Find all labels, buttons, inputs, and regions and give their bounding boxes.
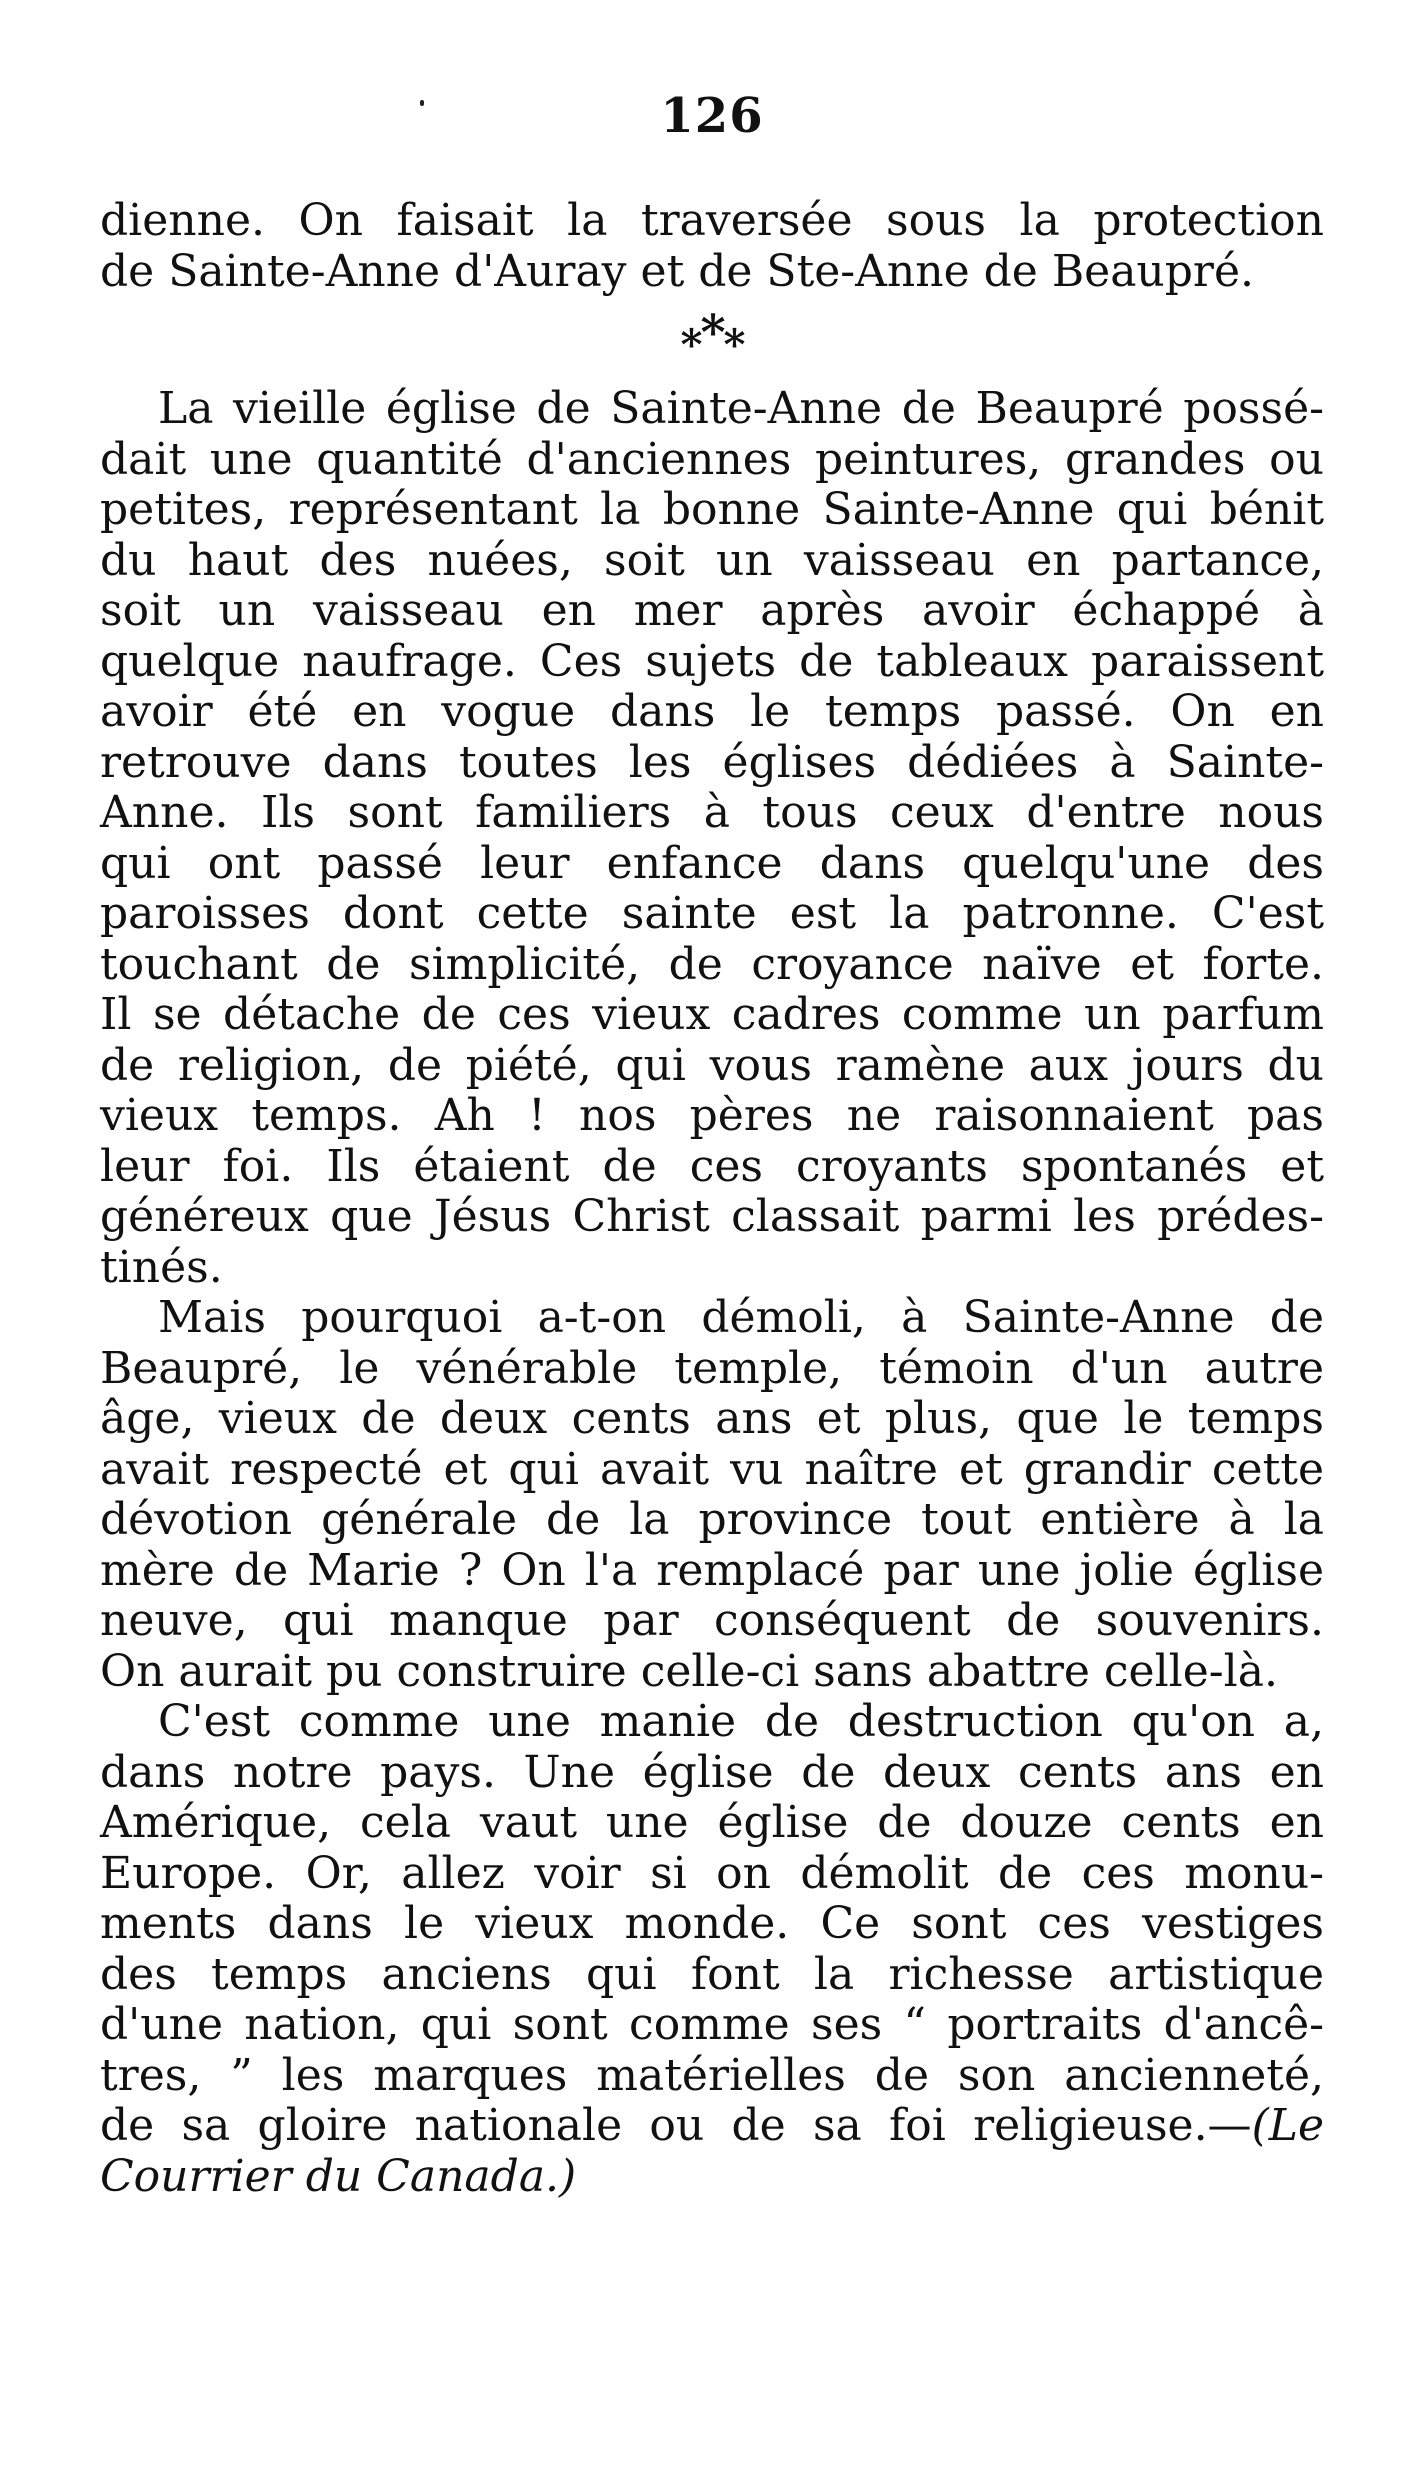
asterisk-right: * (723, 320, 744, 369)
paragraph-1 (100, 384, 1324, 1293)
text-line: d'une nation, qui sont comme ses “ portraits d'ancê- (100, 1999, 1324, 2050)
text-line: de Sainte-Anne d'Auray et de Ste-Anne de Beaupré. (100, 245, 1254, 297)
text-line: quelque naufrage. Ces sujets de tableaux paraissent (100, 635, 1324, 687)
text-line: vieux temps. Ah ! nos pères ne raisonnaient pas (100, 1090, 1324, 1141)
text-line: dait une quantité d'anciennes peintures, grandes ou (100, 433, 1324, 485)
text-line: âge, vieux de deux cents ans et plus, que le temps (100, 1393, 1324, 1444)
text-line: Amérique, cela vaut une église de douze cents en (100, 1797, 1324, 1848)
text-line: neuve, qui manque par conséquent de souvenirs. (100, 1595, 1324, 1646)
asterisk-mid: * (700, 305, 724, 361)
text-line: qui ont passé leur enfance dans quelqu'une des (100, 837, 1324, 889)
text-line: La vieille église de Sainte-Anne de Beaupré possé- (158, 383, 1324, 434)
text-line: paroisses dont cette sainte est la patronne. C'est (100, 888, 1324, 939)
text-line: C'est comme une manie de destruction qu'on a, (158, 1696, 1324, 1747)
text-line: tres, ” les marques matérielles de son ancienneté, (100, 2049, 1324, 2101)
text-line: ments dans le vieux monde. Ce sont ces vestiges (100, 1898, 1324, 1949)
text-line: Europe. Or, allez voir si on démolit de ces monu- (100, 1847, 1324, 1899)
text-line: touchant de simplicité, de croyance naïve et forte. (100, 938, 1324, 990)
paragraph-2 (100, 1293, 1324, 1697)
text-line: dienne. On faisait la traversée sous la protection (100, 195, 1324, 246)
text-line: avait respecté et qui avait vu naître et grandir cette (100, 1443, 1324, 1495)
intro-paragraph (100, 196, 1324, 297)
text-line: dévotion générale de la province tout entière à la (100, 1494, 1324, 1545)
text-line: On aurait pu construire celle-ci sans abattre celle-là. (100, 1645, 1278, 1697)
text-line: petites, représentant la bonne Sainte-Anne qui bénit (100, 484, 1324, 535)
text-line: de religion, de piété, qui vous ramène aux jours du (100, 1039, 1324, 1091)
body-text (100, 384, 1324, 2202)
text-line: leur foi. Ils étaient de ces croyants spontanés et (100, 1140, 1324, 1192)
text-line: généreux que Jésus Christ classait parmi les prédes- (100, 1191, 1324, 1242)
text-line: avoir été en vogue dans le temps passé. On en (100, 686, 1324, 737)
text-line: Beaupré, le vénérable temple, témoin d'un autre (100, 1342, 1324, 1394)
text-line: de sa gloire nationale ou de sa foi religieuse.— (100, 2100, 1252, 2151)
text-line: tinés. (100, 1241, 223, 1293)
text-line: mère de Marie ? On l'a remplacé par une jolie église (100, 1544, 1324, 1596)
citation-start: (Le (1251, 2100, 1324, 2151)
text-line: Mais pourquoi a-t-on démoli, à Sainte-Anne de (158, 1292, 1324, 1343)
citation-source: Courrier du Canada.) (100, 2150, 577, 2202)
text-line: du haut des nuées, soit un vaisseau en partance, (100, 534, 1324, 586)
text-line: Il se détache de ces vieux cadres comme un parfum (100, 989, 1324, 1040)
text-line: dans notre pays. Une église de deux cents ans en (100, 1746, 1324, 1798)
asterisk-left: * (680, 320, 701, 369)
page-number: 126 (660, 88, 764, 144)
text-line: Anne. Ils sont familiers à tous ceux d'entre nous (100, 787, 1324, 838)
paragraph-3 (100, 1697, 1324, 2202)
text-line: retrouve dans toutes les églises dédiées à Sainte- (100, 736, 1324, 788)
text-line-with-citation (100, 2101, 1324, 2152)
section-separator (0, 305, 1424, 370)
text-line: des temps anciens qui font la richesse artistique (100, 1948, 1324, 2000)
text-line: soit un vaisseau en mer après avoir échappé à (100, 585, 1324, 636)
